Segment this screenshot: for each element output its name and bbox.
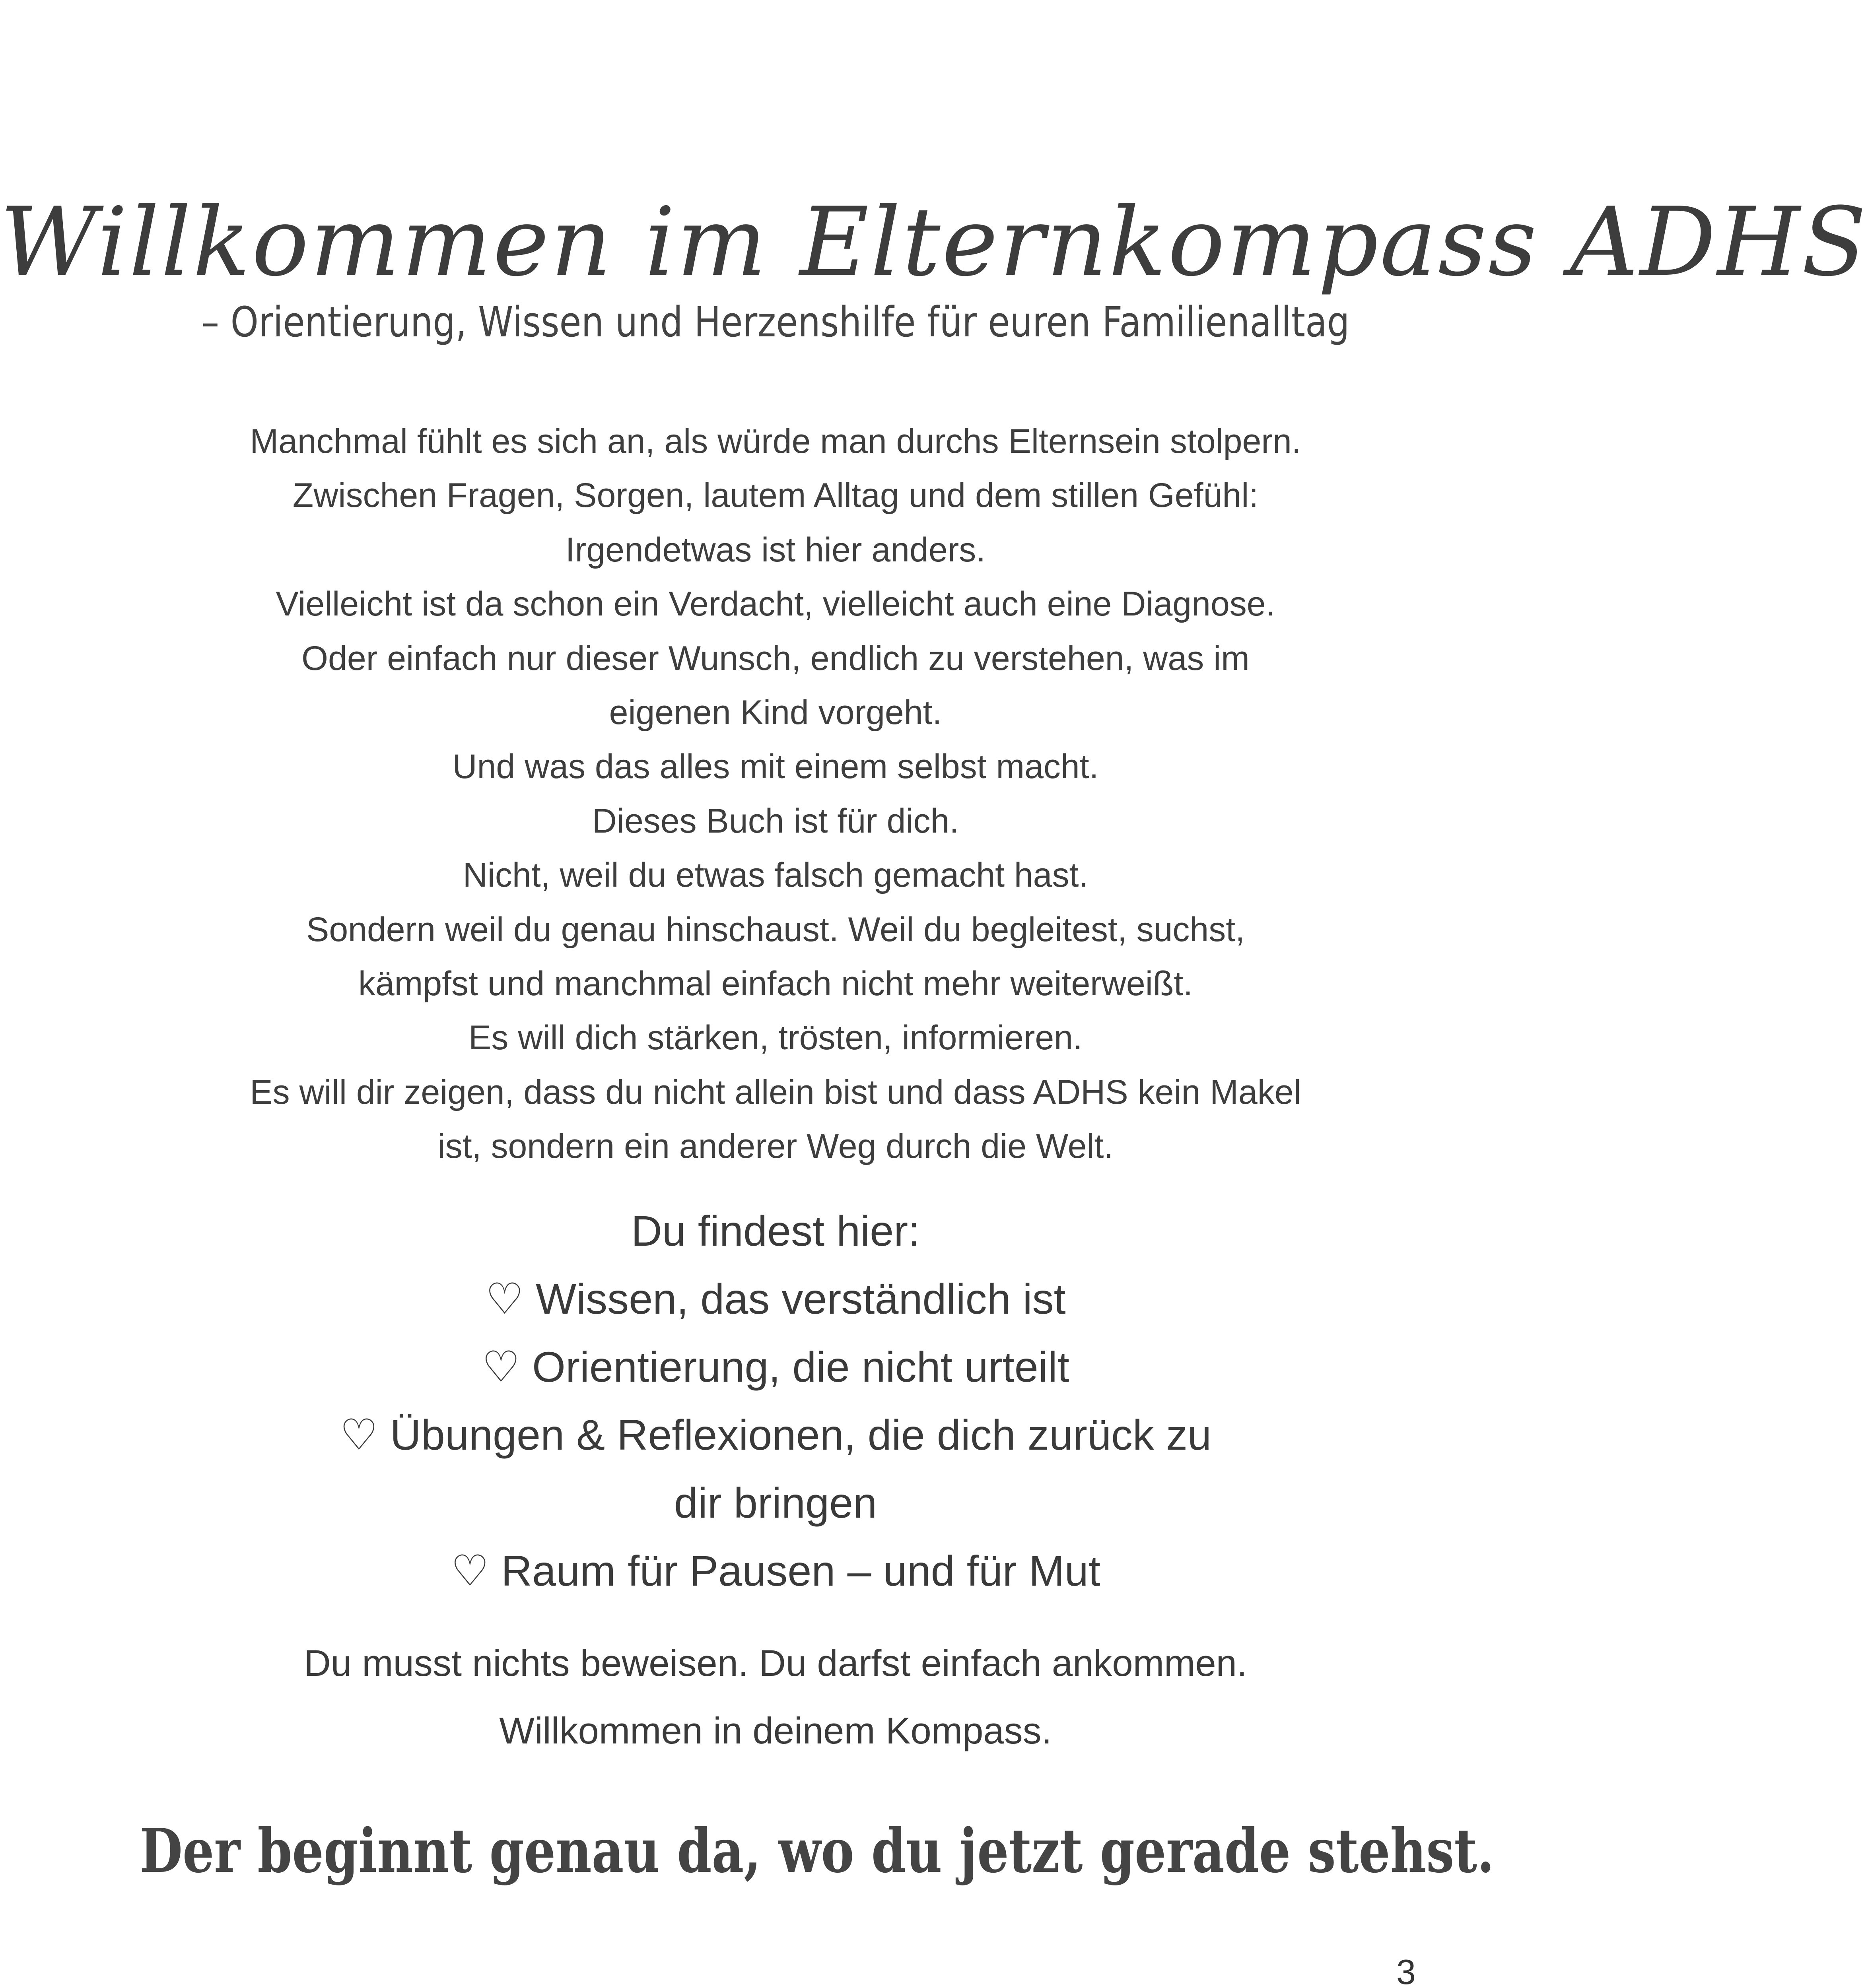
intro-line: Irgendetwas ist hier anders.: [565, 530, 986, 569]
intro-line: kämpfst und manchmal einfach nicht mehr weiterweißt.: [358, 965, 1193, 1003]
intro-line: ist, sondern ein anderer Weg durch die Welt.: [437, 1127, 1114, 1166]
intro-line: eigenen Kind vorgeht.: [609, 693, 942, 732]
intro-line: Es will dich stärken, trösten, informieren.: [468, 1019, 1083, 1057]
list-item: ♡ Wissen, das verständlich ist: [485, 1275, 1066, 1323]
intro-line: Und was das alles mit einem selbst macht.: [452, 747, 1099, 786]
intro-line: Sondern weil du genau hinschaust. Weil du begleitest, suchst,: [306, 910, 1245, 949]
closing-line: Du musst nichts beweisen. Du darfst einfach ankommen.: [304, 1642, 1247, 1684]
intro-line: Oder einfach nur dieser Wunsch, endlich zu verstehen, was im: [301, 639, 1250, 678]
intro-line: Dieses Buch ist für dich.: [592, 802, 959, 840]
intro-line: Vielleicht ist da schon ein Verdacht, vielleicht auch eine Diagnose.: [276, 585, 1275, 623]
feature-list: [0, 1197, 1551, 1605]
page-number: 3: [1396, 1952, 1416, 1988]
intro-line: Manchmal fühlt es sich an, als würde man durchs Elternsein stolpern.: [250, 422, 1301, 460]
tagline: Der beginnt genau da, wo du jetzt gerade stehst.: [140, 1815, 1495, 1886]
list-item: ♡ Orientierung, die nicht urteilt: [482, 1343, 1069, 1391]
feature-list-heading: Du findest hier:: [631, 1207, 920, 1255]
intro-line: Zwischen Fragen, Sorgen, lautem Alltag und dem stillen Gefühl:: [292, 476, 1259, 515]
page-subtitle: – Orientierung, Wissen und Herzenshilfe für euren Familienalltag: [201, 298, 1350, 346]
closing-line: Willkommen in deinem Kompass.: [499, 1710, 1052, 1751]
intro-paragraph: [0, 414, 1551, 1174]
intro-line: Nicht, weil du etwas falsch gemacht hast.: [463, 856, 1089, 895]
closing-paragraph: [0, 1629, 1551, 1765]
page-title: Willkommen im Elternkompass ADHS: [0, 187, 1868, 297]
list-item: ♡ Raum für Pausen – und für Mut: [451, 1547, 1100, 1595]
intro-line: Es will dir zeigen, dass du nicht allein bist und dass ADHS kein Makel: [250, 1073, 1301, 1111]
list-item: dir bringen: [674, 1479, 877, 1527]
list-item: ♡ Übungen & Reflexionen, die dich zurück zu: [339, 1411, 1212, 1459]
